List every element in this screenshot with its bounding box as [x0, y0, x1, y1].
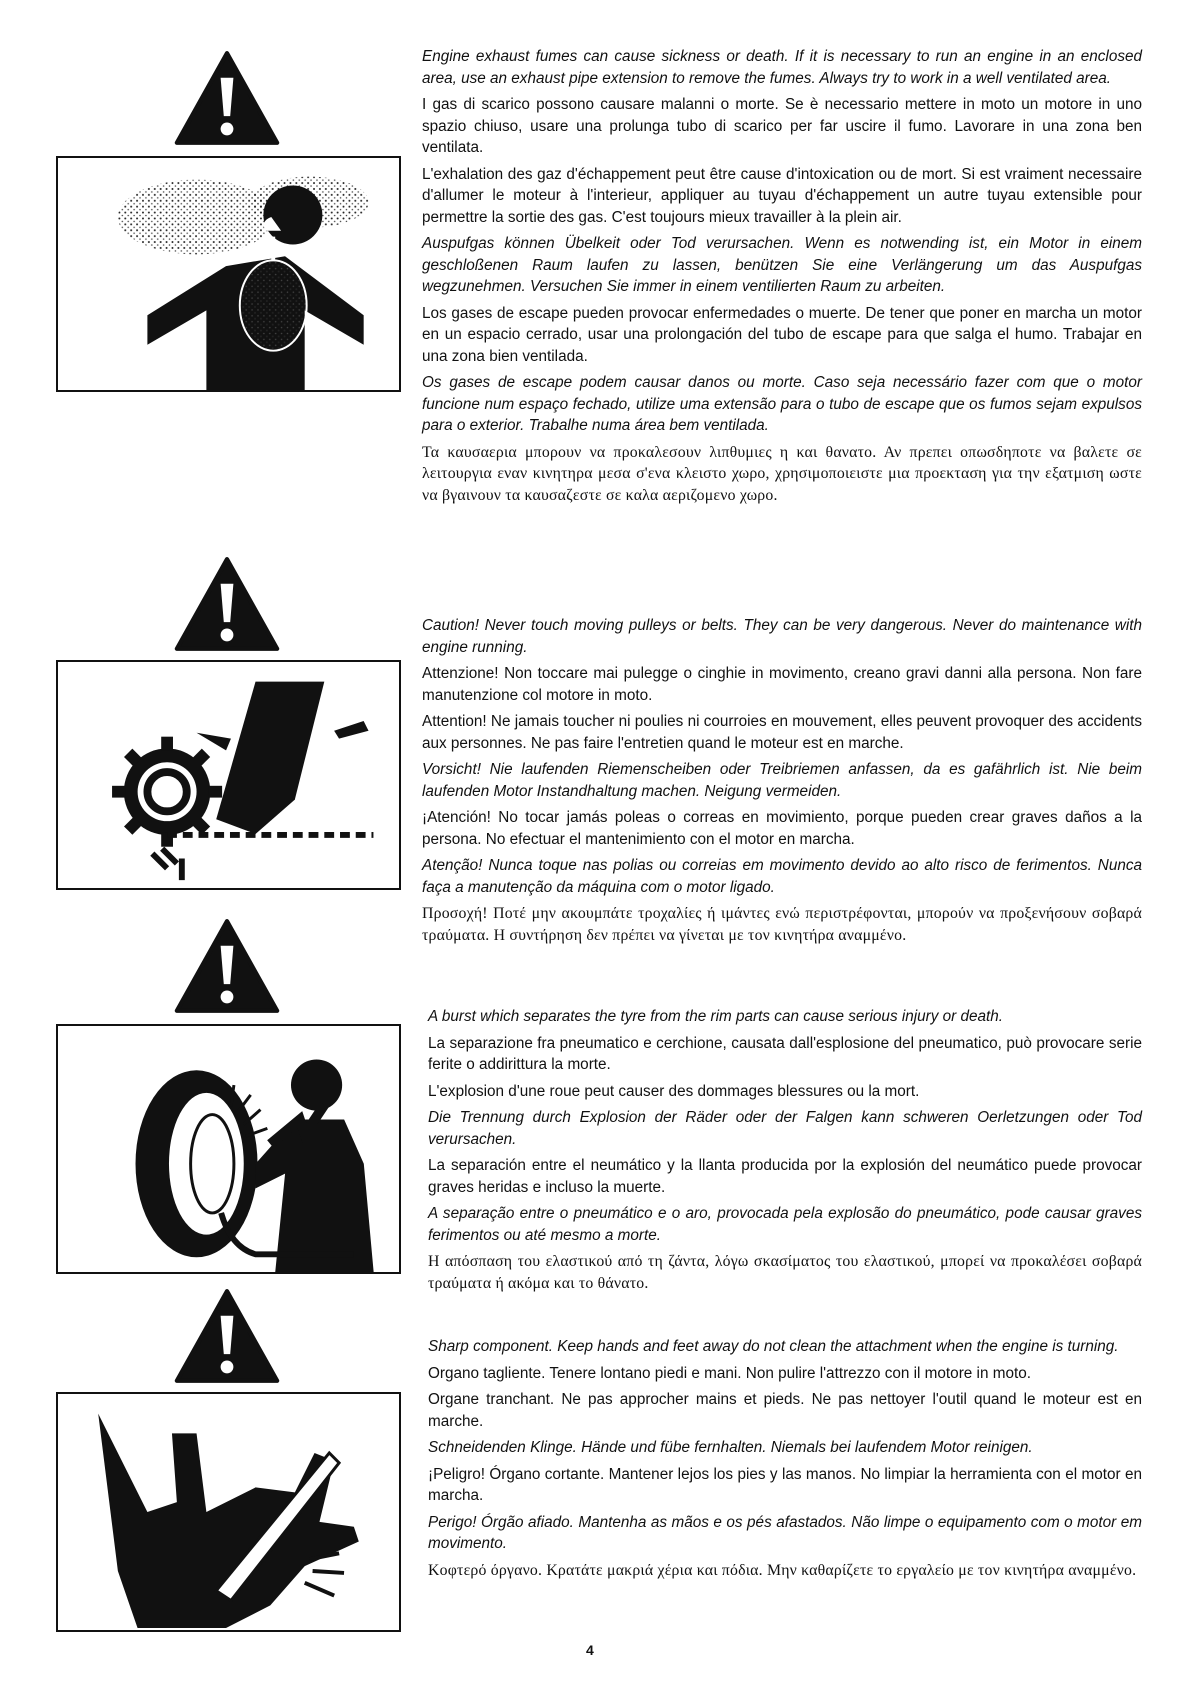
exhaust-text-pt: Os gases de escape podem causar danos ou morte. Caso seja necessário fazer com que o motor funcione num espaço fechado, utilize uma extensão para o tubo de escape que os fumos sejam expulsos para o exterior. Trabalhe numa área bem ventilada.	[422, 374, 1142, 434]
blade-text-column	[428, 1336, 1142, 1586]
exhaust-text-es: Los gases de escape pueden provocar enfermedades o muerte. De tener que poner en marcha un motor en un espacio cerrado, usar una prolongación del tubo de escape para que salga el humo. Trabajar en una zona bien ventilada.	[422, 304, 1142, 365]
tyre-text-es: La separación entre el neumático y la llanta producida por la explosión del neumático puede provocar graves heridas e incluso la muerte.	[428, 1157, 1142, 1196]
blade-text-fr: Organe tranchant. Ne pas approcher mains et pieds. Ne pas nettoyer l'outil quand le moteur est en marche.	[428, 1391, 1142, 1430]
page-number: 4	[586, 1642, 594, 1658]
blade-text-it: Organo tagliente. Tenere lontano piedi e mani. Non pulire l'attrezzo con il motore in moto.	[428, 1364, 1031, 1382]
exhaust-text-fr: L'exhalation des gaz d'échappement peut être cause d'intoxication ou de mort. Si est vraiment necessaire d'allumer le moteur à l'interieur, appliquer au tuyau d'échappement un autre tuyau extensible pour permettre la sortie des gas. C'est toujours mieux travailler à la plein air.	[422, 165, 1142, 226]
pulleys-text-fr: Attention! Ne jamais toucher ni poulies ni courroies en mouvement, elles peuvent provoquer des accidents aux personnes. Ne pas faire l'entretien quand le moteur est en marche.	[422, 713, 1142, 752]
blade-text-en: Sharp component. Keep hands and feet away do not clean the attachment when the engine is turning.	[428, 1338, 1119, 1355]
warning-triangle-icon	[172, 1288, 282, 1384]
blade-text-pt: Perigo! Órgão afiado. Mantenha as mãos e os pés afastados. Não limpe o equipamento com o motor em movimento.	[428, 1513, 1142, 1552]
blade-text-el: Κοφτερό όργανο. Κρατάτε μακριά χέρια και πόδια. Μην καθαρίζετε το εργαλείο με τον κινητήρα αναμμένο.	[428, 1561, 1137, 1579]
tyre-text-it: La separazione fra pneumatico e cerchione, causata dall'esplosione del pneumatico, può provocare serie ferite o addirittura la morte.	[428, 1034, 1142, 1073]
tyre-text-en: A burst which separates the tyre from the rim parts can cause serious injury or death.	[428, 1008, 1004, 1025]
exhaust-text-it: I gas di scarico possono causare malanni o morte. Se è necessario mettere in moto un motore in uno spazio chiuso, usare una prolunga tubo di scarico per far uscire il fumo. Lavorare in una zona ben ventilata.	[422, 96, 1142, 156]
exhaust-text-de: Auspufgas können Übelkeit oder Tod verursachen. Wenn es notwending ist, ein Motor in einem geschloßenen Raum laufen zu lassen, benützen Sie eine Verlängerung um das Auspufgas wegzunehmen. Versuchen Sie immer in einem ventilierten Raum zu arbeiten.	[422, 235, 1142, 295]
pulleys-text-el: Προσοχή! Ποτέ μην ακουμπάτε τροχαλίες ή ιμάντες ενώ περιστρέφονται, μπορούν να προξενήσουν σοβαρά τραύματα. Η συντήρηση δεν πρέπει να γίνεται με τον κινητήρα αναμμένο.	[422, 905, 1142, 944]
pulleys-text-it: Attenzione! Non toccare mai pulegge o cinghie in movimento, creano gravi danni alla persona. Non fare manutenzione col motore in moto.	[422, 665, 1142, 704]
pulleys-text-de: Vorsicht! Nie laufenden Riemenscheiben oder Treibriemen anfassen, da es gafährlich ist. Nie beim laufenden Motor Instandhaltung machen. Neigung vermeiden.	[422, 761, 1142, 800]
pulleys-text-es: ¡Atención! No tocar jamás poleas o correas en movimiento, porque pueden crear graves daños a la persona. No efectuar el mantenimiento con el motor en marcha.	[422, 809, 1142, 848]
sharp-component-icon	[56, 1392, 401, 1632]
tyre-text-de: Die Trennung durch Explosion der Räder oder der Falgen kann schweren Oerletzungen oder Tod verursachen.	[428, 1109, 1142, 1148]
blade-text-es: ¡Peligro! Órgano cortante. Mantener lejos los pies y las manos. No limpiar la herramienta con el motor en marcha.	[428, 1465, 1142, 1504]
exhaust-text-el: Τα καυσαερια μπορουν να προκαλεσουν λιπθυμιες η και θανατο. Αν πρεπει οπωσδηποτε να βαλετε σε λειτουργια εναν κινητηρα μεσα σ'ενα κλειστο χωρο, χρησιμοποιειστε μια προεκταση για την εξατμιση ωστε να βγαινουν τα καυσαζεστε σε καλα αεριζομενο χωρο.	[422, 443, 1142, 504]
tyre-text-el: Η απόσπαση του ελαστικού από τη ζάντα, λόγω σκασίματος του ελαστικού, μπορεί να προκαλέσει σοβαρά τραύματα ή ακόμα και το θάνατο.	[428, 1253, 1142, 1292]
exhaust-text-en: Engine exhaust fumes can cause sickness or death. If it is necessary to run an engine in an enclosed area, use an exhaust pipe extension to remove the fumes. Always try to work in a well ventilated area.	[422, 48, 1142, 87]
tyre-text-pt: A separação entre o pneumático e o aro, provocada pela explosão do pneumático, pode causar graves ferimentos ou até mesmo a morte.	[428, 1205, 1142, 1244]
pulleys-text-pt: Atenção! Nunca toque nas polias ou correias em movimento devido ao alto risco de ferimentos. Nunca faça a manutenção da máquina com o motor ligado.	[422, 857, 1142, 896]
tyre-text-fr: L'explosion d'une roue peut causer des dommages blessures ou la mort.	[428, 1082, 920, 1100]
blade-text-de: Schneidenden Klinge. Hände und fübe fernhalten. Niemals bei laufendem Motor reinigen.	[428, 1439, 1033, 1456]
pulleys-text-en: Caution! Never touch moving pulleys or belts. They can be very dangerous. Never do maintenance with engine running.	[422, 617, 1142, 656]
